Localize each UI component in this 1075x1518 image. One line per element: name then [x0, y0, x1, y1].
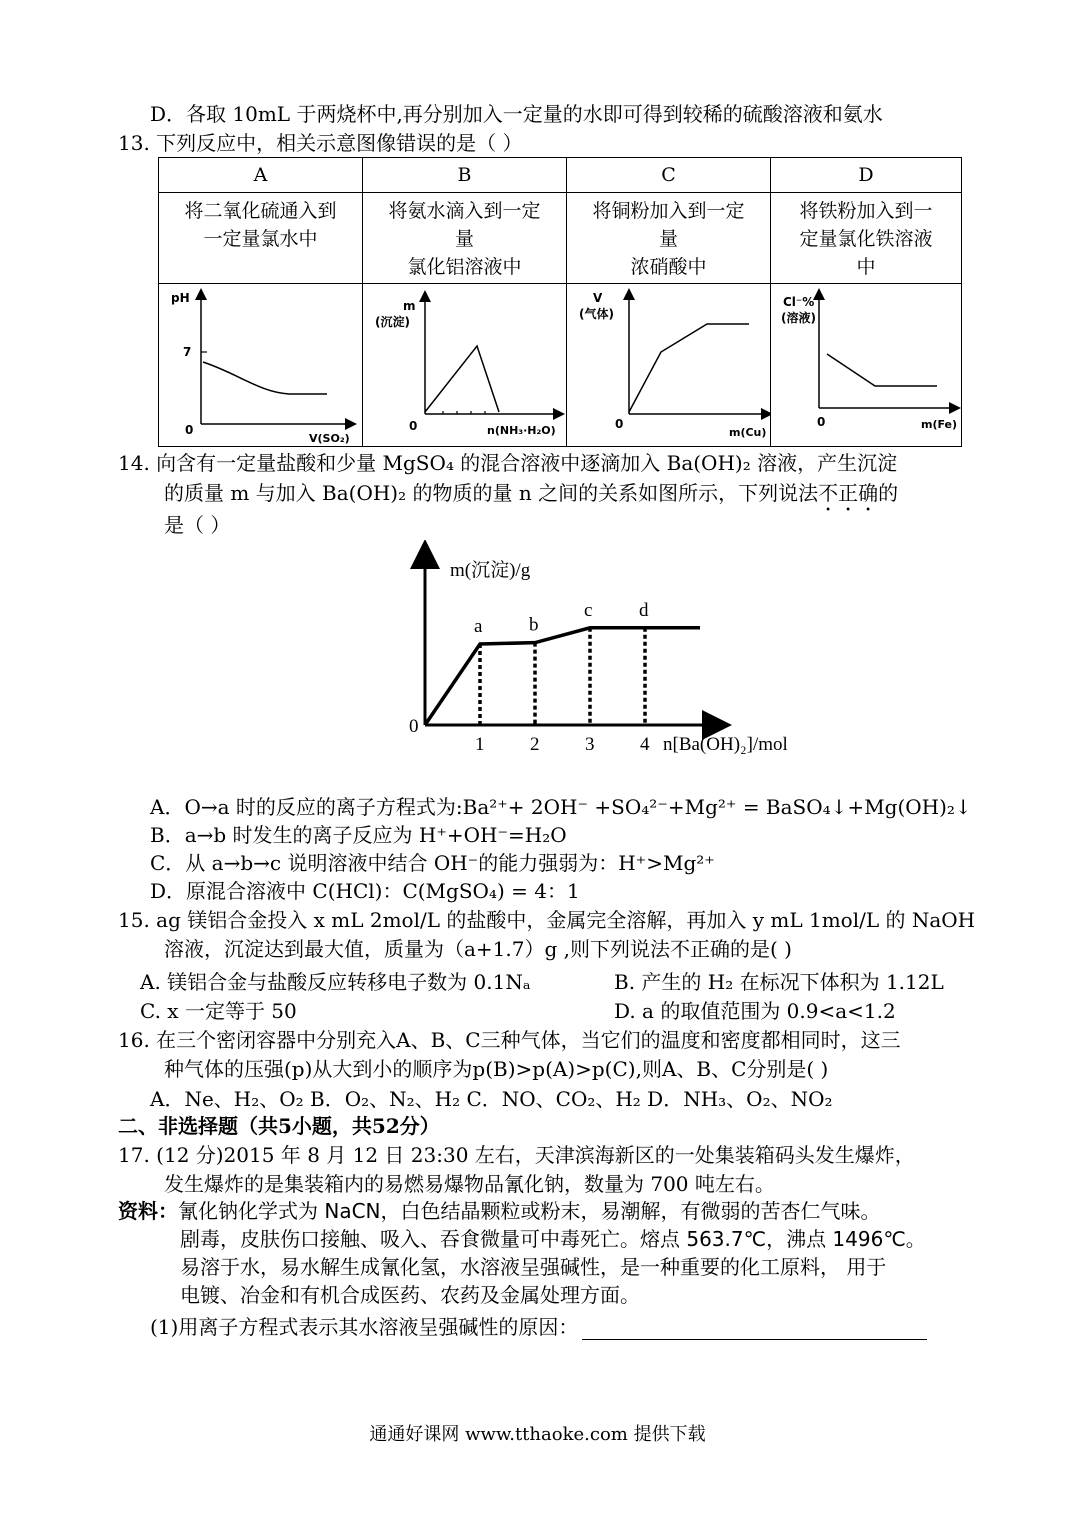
q14-stem-line2-post: 的: [878, 481, 899, 505]
q14-stem-line1: 14. 向含有一定量盐酸和少量 MgSO₄ 的混合溶液中逐滴加入 Ba(OH)₂ 溶液，产生沉淀: [118, 451, 898, 475]
q14-emphasis: 不正确: [818, 481, 879, 505]
q17-reference-text: 氰化钠化学式为 NaCN，白色结晶颗粒或粉末，易潮解，有微弱的苦杏仁气味。: [178, 1199, 881, 1223]
q13-graph-a: [159, 284, 362, 446]
y-label-unit: (溶液): [781, 311, 816, 325]
q16-options: A．Ne、H₂、O₂ B．O₂、N₂、H₂ C．NO、CO₂、H₂ D．NH₃、O₂、NO₂: [150, 1087, 833, 1111]
y-label-unit: (气体): [579, 307, 614, 321]
q13-graph-d: [771, 284, 961, 446]
q17-stem-line2: 发生爆炸的是集装箱内的易燃易爆物品氰化钠，数量为 700 吨左右。: [164, 1172, 775, 1196]
precipitate-curve: [425, 628, 700, 725]
q13-b-desc-line: 氯化铝溶液中: [407, 256, 522, 278]
q17-subquestion-1: [150, 1314, 927, 1340]
curve: [827, 354, 937, 386]
origin-label: 0: [817, 415, 826, 429]
q17-reference-label: 资料：: [118, 1199, 178, 1223]
section-2-heading: 二、非选择题（共5小题，共52分）: [118, 1114, 440, 1138]
q17-reference-line4: 电镀、冶金和有机合成医药、农药及金属处理方面。: [180, 1283, 640, 1307]
q13-d-desc-line: 中: [856, 256, 876, 278]
origin-label: 0: [185, 423, 194, 437]
footer: 通通好课网 www.tthaoke.com 提供下载: [369, 1424, 706, 1445]
q16-stem-line2: 种气体的压强(p)从大到小的顺序为p(B)>p(A)>p(C),则A、B、C分别是( ): [164, 1057, 829, 1081]
q15-stem-line1: 15. ag 镁铝合金投入 x mL 2mol/L 的盐酸中，金属完全溶解，再加入 y mL 1mol/L 的 NaOH: [118, 908, 976, 932]
point-label-c: c: [584, 599, 593, 621]
q13-d-desc-line: 定量氯化铁溶液: [799, 228, 933, 250]
x-label: m(Fe): [921, 418, 958, 431]
q13-col-b-desc: [363, 193, 566, 283]
q17-sub1-text: (1)用离子方程式表示其水溶液呈强碱性的原因：: [150, 1315, 579, 1339]
q15-stem-line2: 溶液，沉淀达到最大值，质量为（a+1.7）g ,则下列说法不正确的是( ): [164, 937, 792, 961]
q17-stem-line1: 17. (12 分)2015 年 8 月 12 日 23:30 左右，天津滨海新区的一处集装箱码头发生爆炸，: [118, 1143, 915, 1167]
q17-reference-line2: 剧毒，皮肤伤口接触、吸入、吞食微量可中毒死亡。熔点 563.7℃，沸点 1496℃。: [180, 1227, 926, 1251]
y-label: m: [403, 299, 416, 313]
origin-label: 0: [409, 419, 418, 433]
q16-stem-line1: 16. 在三个密闭容器中分别充入A、B、C三种气体，当它们的温度和密度都相同时，这三: [118, 1028, 901, 1052]
y-label: Cl⁻%: [783, 295, 815, 309]
q15-option-b: B. 产生的 H₂ 在标况下体积为 1.12L: [614, 970, 944, 994]
point-label-d: d: [639, 599, 649, 621]
x-tick-label: 1: [475, 734, 485, 755]
q13-table: [158, 157, 962, 447]
q13-col-a-desc: [159, 193, 362, 283]
q13-d-desc-line: 将铁粉加入到一: [799, 200, 933, 222]
y-label: V: [593, 291, 603, 305]
q14-stem-line3: 是（ ）: [164, 513, 231, 537]
x-label: m(Cu): [729, 426, 767, 439]
q13-a-desc-line: 将二氧化硫通入到: [184, 200, 337, 222]
q13-b-desc-line: 将氨水滴入到一定: [388, 200, 541, 222]
curve: [203, 362, 327, 394]
q13-col-c-desc: [567, 193, 770, 283]
y-axis-label: m(沉淀)/g: [450, 560, 531, 581]
q13-stem: 13. 下列反应中，相关示意图像错误的是（ ）: [118, 131, 523, 155]
q13-graph-c: [567, 284, 770, 446]
curve: [629, 324, 749, 412]
origin-label: 0: [615, 417, 624, 431]
q17-reference-line1: [118, 1198, 881, 1224]
q13-c-desc-line: 浓硝酸中: [630, 256, 707, 278]
q15-option-a: A. 镁铝合金与盐酸反应转移电子数为 0.1Nₐ: [140, 970, 531, 994]
curve: [425, 346, 499, 412]
point-label-b: b: [529, 614, 539, 636]
q13-col-c-letter: C: [661, 164, 676, 186]
point-label-a: a: [474, 616, 483, 637]
q15-option-c: C. x 一定等于 50: [140, 999, 297, 1023]
y-label-unit: (沉淀): [375, 315, 410, 329]
q14-stem-line2-pre: 的质量 m 与加入 Ba(OH)₂ 的物质的量 n 之间的关系如图所示，下列说法: [164, 481, 819, 505]
q13-c-desc-line: 将铜粉加入到一定: [592, 200, 745, 222]
q14-stem-line2: [164, 480, 898, 516]
answer-blank[interactable]: [582, 1317, 927, 1340]
q14-option-a: A．O→a 时的反应的离子方程式为:Ba²⁺+ 2OH⁻ +SO₄²⁻+Mg²⁺ = BaSO₄↓+Mg(OH)₂↓: [150, 795, 972, 819]
x-tick-label: 2: [530, 734, 540, 755]
q14-option-b: B．a→b 时发生的离子反应为 H⁺+OH⁻=H₂O: [150, 823, 567, 847]
q13-c-desc-line: 量: [658, 228, 678, 250]
q13-graph-b: [363, 284, 566, 446]
q14-chart: [395, 540, 815, 760]
q13-col-d-letter: D: [858, 164, 874, 186]
y-tick-label: 7: [183, 345, 192, 359]
q14-option-c: C．从 a→b→c 说明溶液中结合 OH⁻的能力强弱为：H⁺>Mg²⁺: [150, 851, 715, 875]
origin-label: 0: [409, 716, 419, 737]
x-tick-label: 3: [585, 734, 595, 755]
q13-b-desc-line: 量: [454, 228, 474, 250]
q14-option-d: D．原混合溶液中 C(HCl)：C(MgSO₄) = 4：1: [150, 879, 580, 903]
q15-option-d: D. a 的取值范围为 0.9<a<1.2: [614, 999, 896, 1023]
x-label: V(SO₂): [309, 432, 350, 445]
y-label: pH: [171, 291, 190, 305]
q13-col-a-letter: A: [253, 164, 268, 186]
q12-option-d: D．各取 10mL 于两烧杯中,再分别加入一定量的水即可得到较稀的硫酸溶液和氨水: [150, 102, 883, 126]
x-tick-label: 4: [640, 734, 650, 755]
q17-reference-line3: 易溶于水，易水解生成氰化氢，水溶液呈强碱性，是一种重要的化工原料， 用于: [180, 1255, 887, 1279]
q13-col-b-letter: B: [457, 164, 472, 186]
q13-a-desc-line: 一定量氯水中: [203, 228, 318, 250]
x-axis-label: n[Ba(OH)₂]/mol: [663, 734, 788, 755]
x-label: n(NH₃·H₂O): [487, 424, 556, 437]
q13-col-d-desc: [771, 193, 961, 283]
